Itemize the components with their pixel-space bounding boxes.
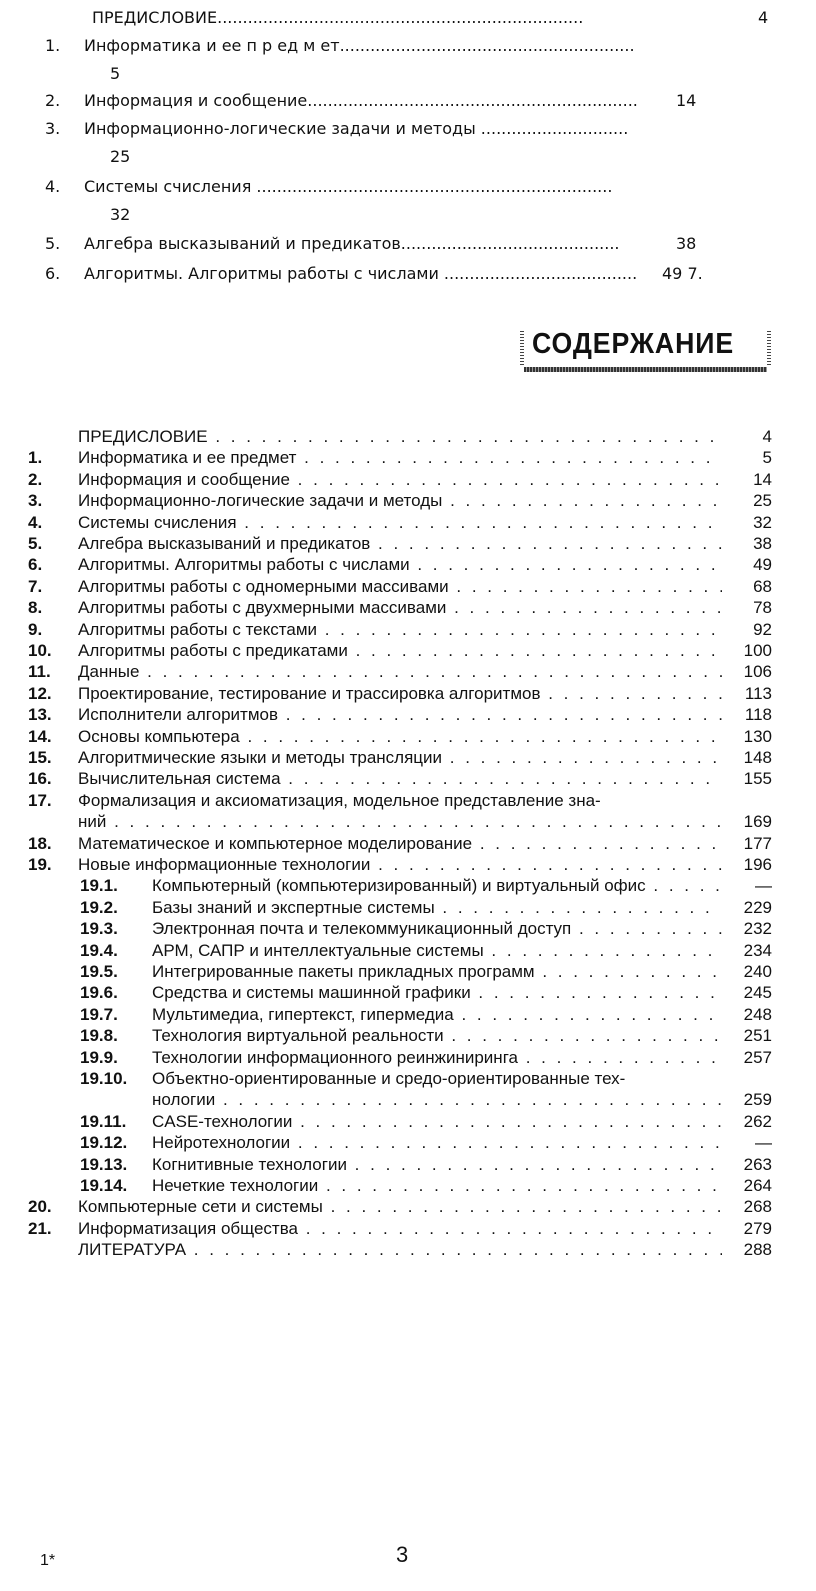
toc-entry-page: 279	[743, 1219, 772, 1238]
toc-entry-title-continued: нологии . . .	[152, 1089, 722, 1111]
ocr-line-page: 38	[676, 234, 697, 253]
toc-entry-page: 113	[744, 684, 772, 703]
toc-entry-title: Системы счисления . . .	[78, 512, 722, 534]
toc-entry-number: 19.12.	[80, 1133, 128, 1152]
toc-entry	[28, 469, 772, 491]
toc-entry-title: Технология виртуальной реальности . . .	[152, 1025, 722, 1047]
toc-entry-number: 19.6.	[80, 983, 118, 1002]
toc-entry	[28, 854, 772, 876]
toc-entry	[28, 640, 772, 662]
toc-entry-number: 19.5.	[80, 962, 118, 981]
toc-entry	[28, 597, 772, 619]
toc-subentry	[28, 1025, 772, 1047]
toc-entry-page: 264	[743, 1176, 772, 1195]
toc-entry-title: Информатизация общества . . .	[78, 1218, 722, 1240]
toc-entry-number: 1.	[28, 448, 43, 467]
toc-entry	[28, 512, 772, 534]
toc-entry-number: 2.	[28, 470, 43, 489]
toc-entry-title: Нейротехнологии . . .	[152, 1132, 722, 1154]
ocr-line-number: 1.	[45, 36, 61, 55]
toc-entry-title: Средства и системы машинной графики . . .	[152, 982, 722, 1004]
toc-entry-title: Вычислительная система . . .	[78, 768, 722, 790]
toc-entry-page: 177	[743, 834, 772, 853]
toc-entry-number: 19.11.	[80, 1112, 127, 1131]
ocr-line-number: 3.	[45, 119, 61, 138]
toc-entry-number: 5.	[28, 534, 43, 553]
toc-entry-page: 257	[743, 1048, 772, 1067]
toc-entry-title: Алгоритмы работы с текстами . . .	[78, 619, 722, 641]
toc-entry-title: Электронная почта и телекоммуникационный доступ . . .	[152, 918, 722, 940]
toc-entry-title: Алгоритмы работы с предикатами . . .	[78, 640, 722, 662]
toc-subentry	[28, 1132, 772, 1154]
ocr-line-text: Алгебра высказываний и предикатов...........................................	[84, 234, 620, 253]
toc-entry-number: 19.4.	[80, 941, 118, 960]
toc-entry-title: Основы компьютера . . .	[78, 726, 722, 748]
toc-entry-number: 4.	[28, 513, 43, 532]
ocr-line-text: Алгоритмы. Алгоритмы работы с числами ......................................	[84, 264, 638, 283]
toc-entry-title: CASE-технологии . . .	[152, 1111, 722, 1133]
ocr-line-page: 25	[110, 147, 131, 166]
toc-entry-title: Информатика и ее предмет . . .	[78, 447, 722, 469]
toc-entry-page: 68	[753, 577, 772, 596]
toc-entry-number: 19.3.	[80, 919, 118, 938]
ocr-line-page: 5	[110, 64, 121, 83]
toc-entry-page: 263	[743, 1155, 772, 1174]
toc-entry-number: 15.	[28, 748, 52, 767]
toc-entry-page: 240	[743, 962, 772, 981]
toc-entry-page: 4	[762, 427, 772, 446]
toc-entry-page: 32	[753, 513, 772, 532]
banner-left-ornament	[520, 331, 524, 365]
toc-entry-page: 268	[743, 1197, 772, 1216]
toc-entry-title: Компьютерные сети и системы . . .	[78, 1196, 722, 1218]
toc-entry-number: 6.	[28, 555, 43, 574]
toc-entry-title: ЛИТЕРАТУРА . . .	[78, 1239, 722, 1261]
toc-entry-number: 12.	[28, 684, 52, 703]
ocr-line-number: 5.	[45, 234, 61, 253]
toc-entry	[28, 790, 772, 812]
toc-entry-number: 13.	[28, 705, 52, 724]
toc-entry-page: 92	[753, 620, 772, 639]
toc-entry-page: 5	[762, 448, 772, 467]
contents-heading-banner	[518, 323, 773, 373]
ocr-line-text: Информация и сообщение.................................................................	[84, 91, 638, 110]
toc-subentry	[28, 940, 772, 962]
toc-entry-number: 3.	[28, 491, 43, 510]
toc-entry-number: 19.9.	[80, 1048, 118, 1067]
ocr-line-text: ПРЕДИСЛОВИЕ........................................................................	[92, 8, 584, 27]
toc-entry	[28, 768, 772, 790]
ocr-line-text: Системы счисления ......................................................................	[84, 177, 613, 196]
toc-entry-number: 19.10.	[80, 1069, 128, 1088]
toc-entry-title: Формализация и аксиоматизация, модельное представление зна-	[78, 791, 601, 810]
toc-entry	[28, 661, 772, 683]
toc-entry-title: Технологии информационного реинжиниринга . . .	[152, 1047, 722, 1069]
toc-entry-page: 25	[753, 491, 772, 510]
toc-entry-page: 130	[743, 727, 772, 746]
toc-entry-page: 196	[743, 855, 772, 874]
toc-entry-title: Информационно-логические задачи и методы . . .	[78, 490, 722, 512]
ocr-line-page: 4	[758, 8, 769, 27]
toc-entry	[28, 747, 772, 769]
toc-entry-number: 19.7.	[80, 1005, 118, 1024]
toc-entry	[28, 1239, 772, 1261]
toc-entry-page: —	[755, 876, 772, 895]
toc-entry-page: 78	[753, 598, 772, 617]
toc-subentry	[28, 1111, 772, 1133]
toc-entry-page: 248	[743, 1005, 772, 1024]
toc-entry-page: 106	[743, 662, 772, 681]
toc-entry	[28, 833, 772, 855]
toc-entry-title: Математическое и компьютерное моделирование . . .	[78, 833, 722, 855]
ocr-line-page: 32	[110, 205, 131, 224]
toc-entry-page: 234	[743, 941, 772, 960]
toc-entry-number: 10.	[28, 641, 52, 660]
banner-underline	[524, 367, 767, 372]
toc-entry-page: 169	[743, 812, 772, 831]
toc-entry-number: 17.	[28, 791, 52, 810]
toc-entry-title: ПРЕДИСЛОВИЕ . . .	[78, 426, 722, 448]
toc-subentry	[28, 1068, 772, 1090]
contents-heading: СОДЕРЖАНИЕ	[532, 328, 735, 360]
toc-entry-number: 20.	[28, 1197, 52, 1216]
toc-entry	[28, 576, 772, 598]
toc-entry-number: 7.	[28, 577, 43, 596]
toc-entry-page: 148	[743, 748, 772, 767]
toc-entry-number: 19.	[28, 855, 52, 874]
toc-entry-number: 19.13.	[80, 1155, 128, 1174]
toc-entry-page: —	[755, 1133, 772, 1152]
toc-entry-number: 19.2.	[80, 898, 118, 917]
toc-entry-title: Компьютерный (компьютеризированный) и виртуальный офис . . .	[152, 875, 722, 897]
toc-entry-page: 100	[743, 641, 772, 660]
toc-entry-title: Алгоритмические языки и методы трансляции . . .	[78, 747, 722, 769]
toc-subentry	[28, 918, 772, 940]
ocr-line-text: Информатика и ее п р ед м ет..........................................................	[84, 36, 635, 55]
toc-entry-title: Объектно-ориентированные и средо-ориентированные тех-	[152, 1069, 626, 1088]
toc-entry	[28, 447, 772, 469]
toc-entry-page: 245	[743, 983, 772, 1002]
toc-entry-title: Исполнители алгоритмов . . .	[78, 704, 722, 726]
toc-entry-continuation	[28, 811, 772, 833]
toc-entry-page: 118	[744, 705, 772, 724]
toc-entry-title: Интегрированные пакеты прикладных программ . . .	[152, 961, 722, 983]
toc-subentry	[28, 1047, 772, 1069]
toc-entry-number: 9.	[28, 620, 43, 639]
toc-entry	[28, 490, 772, 512]
signature-mark: 1*	[40, 1552, 56, 1569]
ocr-line-text: Информационно-логические задачи и методы .............................	[84, 119, 629, 138]
toc-entry-page: 49	[753, 555, 772, 574]
toc-entry-title: Алгоритмы работы с одномерными массивами . . .	[78, 576, 722, 598]
toc-entry-page: 259	[743, 1090, 772, 1109]
toc-entry-number: 8.	[28, 598, 43, 617]
toc-entry	[28, 554, 772, 576]
toc-subentry	[28, 982, 772, 1004]
toc-entry-number: 14.	[28, 727, 52, 746]
toc-entry-title: Алгоритмы. Алгоритмы работы с числами . . .	[78, 554, 722, 576]
toc-entry-title: Нечеткие технологии . . .	[152, 1175, 722, 1197]
toc-entry-continuation	[28, 1089, 772, 1111]
toc-entry-title: Базы знаний и экспертные системы . . .	[152, 897, 722, 919]
toc-entry	[28, 683, 772, 705]
toc-entry-title: АРМ, САПР и интеллектуальные системы . . .	[152, 940, 722, 962]
ocr-line-page: 14	[676, 91, 697, 110]
toc-entry-title: Мультимедиа, гипертекст, гипермедиа . . .	[152, 1004, 722, 1026]
toc-entry	[28, 619, 772, 641]
toc-entry-title: Данные . . .	[78, 661, 722, 683]
toc-entry-page: 288	[743, 1240, 772, 1259]
toc-entry-page: 38	[753, 534, 772, 553]
toc-entry-page: 229	[743, 898, 772, 917]
toc-entry-number: 19.8.	[80, 1026, 118, 1045]
toc-entry-number: 18.	[28, 834, 52, 853]
toc-entry-page: 155	[743, 769, 772, 788]
toc-entry-title: Алгоритмы работы с двухмерными массивами . . .	[78, 597, 722, 619]
page-number: 3	[396, 1542, 409, 1567]
toc-entry	[28, 704, 772, 726]
toc-entry	[28, 1218, 772, 1240]
toc-subentry	[28, 897, 772, 919]
toc-entry-title: Информация и сообщение . . .	[78, 469, 722, 491]
toc-entry-number: 11.	[28, 662, 51, 681]
toc-subentry	[28, 875, 772, 897]
banner-right-ornament	[767, 331, 771, 365]
toc-entry-title: Проектирование, тестирование и трассировка алгоритмов . . .	[78, 683, 722, 705]
toc-entry-page: 14	[753, 470, 772, 489]
toc-entry-page: 232	[743, 919, 772, 938]
toc-entry-title-continued: ний . . .	[78, 811, 722, 833]
toc-entry-number: 19.1.	[80, 876, 118, 895]
toc-subentry	[28, 1004, 772, 1026]
toc-entry-title: Когнитивные технологии . . .	[152, 1154, 722, 1176]
toc-entry	[28, 726, 772, 748]
toc-entry-number: 16.	[28, 769, 52, 788]
ocr-line-page: 49 7.	[662, 264, 703, 283]
toc-subentry	[28, 1175, 772, 1197]
toc-subentry	[28, 1154, 772, 1176]
ocr-line-number: 6.	[45, 264, 61, 283]
toc-entry-page: 262	[743, 1112, 772, 1131]
toc-entry-page: 251	[743, 1026, 772, 1045]
toc-entry-title: Новые информационные технологии . . .	[78, 854, 722, 876]
toc-subentry	[28, 961, 772, 983]
toc-entry-number: 19.14.	[80, 1176, 128, 1195]
toc-entry	[28, 1196, 772, 1218]
ocr-line-number: 4.	[45, 177, 61, 196]
toc-entry-number: 21.	[28, 1219, 52, 1238]
toc-entry	[28, 426, 772, 448]
toc-entry	[28, 533, 772, 555]
toc-entry-title: Алгебра высказываний и предикатов . . .	[78, 533, 722, 555]
ocr-line-number: 2.	[45, 91, 61, 110]
